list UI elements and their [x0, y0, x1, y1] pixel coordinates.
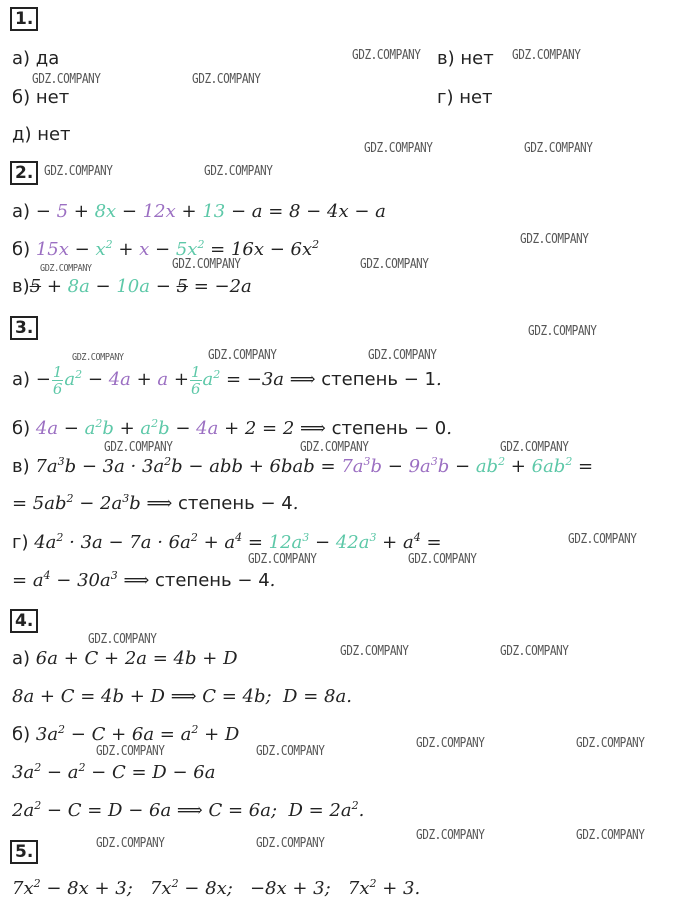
section-number-2: 2. [10, 161, 38, 185]
answer-1b: б) нет [12, 87, 70, 108]
equation-5: $7x^2 - 8x + 3$; $7x^2 - 8x$; −8x + 3; $7x^2 + 3$. [12, 877, 421, 899]
watermark-text: GDZ.COMPANY [248, 552, 317, 567]
section-number-4: 4. [10, 609, 38, 633]
equation-4b-line1: б) $3a^2 - C + 6a = a^2 + D$ [12, 723, 240, 745]
watermark-text: GDZ.COMPANY [96, 836, 165, 851]
watermark-text: GDZ.COMPANY [500, 644, 569, 659]
watermark-text: GDZ.COMPANY [256, 836, 325, 851]
watermark-text: GDZ.COMPANY [352, 48, 421, 63]
answer-1g: г) нет [437, 87, 493, 108]
watermark-text: GDZ.COMPANY [520, 232, 589, 247]
equation-3a: а) − $\frac{1}{6}$ $a^2 - 4a + a$ + $\frac{1}{6}$ $a^2 = -3a$ ⟹ степень − 1. [12, 362, 442, 398]
section-number-3: 3. [10, 316, 38, 340]
watermark-text: GDZ.COMPANY [44, 164, 113, 179]
watermark-text: GDZ.COMPANY [192, 72, 261, 87]
equation-3g-line1: г) $4a^2 \cdot 3a - 7a \cdot 6a^2 + a^4 = 12a^3 - 42a^3 + a^4$ = [12, 531, 442, 553]
watermark-text: GDZ.COMPANY [576, 736, 645, 751]
section-number-1: 1. [10, 7, 38, 31]
watermark-text: GDZ.COMPANY [512, 48, 581, 63]
equation-4a-line1: а) 6a + C + 2a = 4b + D [12, 648, 238, 669]
watermark-text: GDZ.COMPANY [360, 257, 429, 272]
watermark-text: GDZ.COMPANY [576, 828, 645, 843]
watermark-text: GDZ.COMPANY [408, 552, 477, 567]
section-number-5: 5. [10, 840, 38, 864]
equation-4b-line2: $3a^2 - a^2 - C = D - 6a$ [12, 761, 216, 783]
watermark-text: GDZ.COMPANY [208, 348, 277, 363]
watermark-text: GDZ.COMPANY [300, 440, 369, 455]
watermark-text: GDZ.COMPANY [96, 744, 165, 759]
equation-3b: б) $4a - a^2b + a^2b - 4a + 2 = 2$ ⟹ степень − 0. [12, 417, 452, 439]
watermark-text: GDZ.COMPANY [340, 644, 409, 659]
watermark-text: GDZ.COMPANY [72, 352, 124, 363]
watermark-text: GDZ.COMPANY [568, 532, 637, 547]
answer-1v: в) нет [437, 48, 494, 69]
watermark-text: GDZ.COMPANY [32, 72, 101, 87]
watermark-text: GDZ.COMPANY [416, 736, 485, 751]
equation-3v-line2: = $5ab^2 - 2a^3b$ ⟹ степень − 4. [12, 492, 299, 514]
equation-4a-line2: 8a + C = 4b + D ⟹ C = 4b; D = 8a. [12, 686, 352, 707]
watermark-text: GDZ.COMPANY [368, 348, 437, 363]
watermark-text: GDZ.COMPANY [500, 440, 569, 455]
equation-3v-line1: в) $7a^3b - 3a \cdot 3a^2b$ − abb + $6bab = 7a^3b - 9a^3b - ab^2 + 6ab^2$ = [12, 455, 594, 477]
watermark-text: GDZ.COMPANY [256, 744, 325, 759]
watermark-text: GDZ.COMPANY [528, 324, 597, 339]
watermark-text: GDZ.COMPANY [364, 141, 433, 156]
equation-4b-line3: $2a^2 - C = D - 6a$ ⟹ C = 6a; $D = 2a^2$. [12, 799, 365, 821]
watermark-text: GDZ.COMPANY [88, 632, 157, 647]
equation-2v: в)5 + 8a − 10a − 5 = −2a [12, 276, 252, 297]
watermark-text: GDZ.COMPANY [524, 141, 593, 156]
watermark-text: GDZ.COMPANY [40, 263, 92, 274]
watermark-text: GDZ.COMPANY [416, 828, 485, 843]
answer-1d: д) нет [12, 124, 71, 145]
equation-3g-line2: = $a^4 - 30a^3$ ⟹ степень − 4. [12, 569, 276, 591]
watermark-text: GDZ.COMPANY [172, 257, 241, 272]
watermark-text: GDZ.COMPANY [104, 440, 173, 455]
equation-2a: а) − 5 + 8x − 12x + 13 − a = 8 − 4x − a [12, 201, 386, 222]
answer-1a: а) да [12, 48, 60, 69]
watermark-text: GDZ.COMPANY [204, 164, 273, 179]
equation-2b: б) $15x - x^2 + x - 5x^2 = 16x - 6x^2$ [12, 238, 320, 260]
